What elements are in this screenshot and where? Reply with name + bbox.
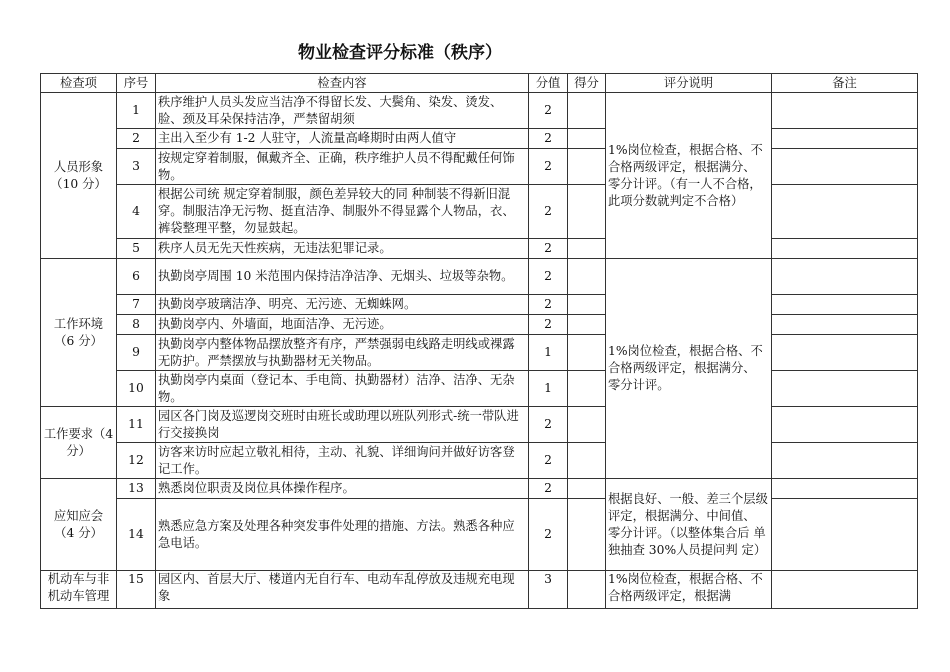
row-content: 按规定穿着制服，佩戴齐全、正确，秩序维护人员不得配戴任何饰物。 xyxy=(156,149,529,185)
row-remark xyxy=(772,185,918,239)
row-content: 执勤岗亭内桌面（登记本、手电筒、执勤器材）洁净、洁净、无杂物。 xyxy=(156,371,529,407)
scoring-table xyxy=(40,73,918,609)
row-remark xyxy=(772,407,918,443)
row-number: 8 xyxy=(117,315,156,335)
table-row xyxy=(41,295,918,315)
table-row xyxy=(41,185,918,239)
row-earned xyxy=(568,479,606,499)
row-earned xyxy=(568,129,606,149)
row-earned xyxy=(568,315,606,335)
row-content: 园区各门岗及巡逻岗交班时由班长或助理以班队列形式-统一带队进行交接换岗 xyxy=(156,407,529,443)
row-earned xyxy=(568,335,606,371)
category-cell: 工作环境 （6 分） xyxy=(41,259,117,407)
category-cell: 工作要求（4 分） xyxy=(41,407,117,479)
row-score: 2 xyxy=(529,443,568,479)
row-remark xyxy=(772,129,918,149)
row-earned xyxy=(568,149,606,185)
table-row xyxy=(41,315,918,335)
row-score: 1 xyxy=(529,335,568,371)
header-row xyxy=(41,74,918,93)
row-remark xyxy=(772,295,918,315)
row-number: 11 xyxy=(117,407,156,443)
row-content: 执勤岗亭内整体物品摆放整齐有序，严禁强弱电线路走明线或裸露无防护。严禁摆放与执勤器材无关物品。 xyxy=(156,335,529,371)
row-remark xyxy=(772,499,918,571)
row-earned xyxy=(568,443,606,479)
table-row xyxy=(41,479,918,499)
row-score: 2 xyxy=(529,93,568,129)
row-earned xyxy=(568,259,606,295)
row-number: 5 xyxy=(117,239,156,259)
table-row xyxy=(41,335,918,371)
row-remark xyxy=(772,371,918,407)
category-cell: 机动车与非 机动车管理 xyxy=(41,571,117,609)
row-remark xyxy=(772,571,918,609)
row-number: 10 xyxy=(117,371,156,407)
table-row xyxy=(41,93,918,129)
row-earned xyxy=(568,371,606,407)
table-row xyxy=(41,443,918,479)
row-content: 熟悉岗位职责及岗位具体操作程序。 xyxy=(156,479,529,499)
row-content: 执勤岗亭玻璃洁净、明亮、无污迹、无蜘蛛网。 xyxy=(156,295,529,315)
row-content: 秩序维护人员头发应当洁净不得留长发、大鬓角、染发、烫发、 脸、颈及耳朵保持洁净，严禁留胡须 xyxy=(156,93,529,129)
table-row xyxy=(41,149,918,185)
row-score: 2 xyxy=(529,149,568,185)
category-cell: 应知应会 （4 分） xyxy=(41,479,117,571)
row-number: 13 xyxy=(117,479,156,499)
page-title: 物业检查评分标准（秩序） xyxy=(298,43,502,63)
scoring-note: 1%岗位检查，根据合格、不合格两级评定，根据满分、 零分计评。 xyxy=(606,259,772,479)
row-number: 7 xyxy=(117,295,156,315)
row-score: 2 xyxy=(529,407,568,443)
table-row xyxy=(41,499,918,571)
row-earned xyxy=(568,571,606,609)
row-remark xyxy=(772,239,918,259)
row-content: 秩序人员无先天性疾病，无违法犯罪记录。 xyxy=(156,239,529,259)
row-earned xyxy=(568,407,606,443)
table-row xyxy=(41,571,918,609)
row-remark xyxy=(772,335,918,371)
row-remark xyxy=(772,315,918,335)
category-cell: 人员形象 （10 分） xyxy=(41,93,117,259)
row-score: 2 xyxy=(529,315,568,335)
row-remark xyxy=(772,93,918,129)
row-number: 3 xyxy=(117,149,156,185)
row-number: 15 xyxy=(117,571,156,609)
row-earned xyxy=(568,185,606,239)
row-score: 2 xyxy=(529,185,568,239)
table-row xyxy=(41,407,918,443)
header-cell: 分值 xyxy=(529,74,568,93)
scoring-note: 根据良好、一般、差三个层级评定，根据满分、中间值、 零分计评。（以整体集合后 单独抽查 30%人员提问判 定） xyxy=(606,479,772,571)
row-score: 2 xyxy=(529,239,568,259)
row-content: 主出入至少有 1-2 人驻守，人流量高峰期时由两人值守 xyxy=(156,129,529,149)
row-remark xyxy=(772,443,918,479)
row-content: 园区内、首层大厅、楼道内无自行车、电动车乱停放及违规充电现象 xyxy=(156,571,529,609)
row-earned xyxy=(568,239,606,259)
row-number: 2 xyxy=(117,129,156,149)
row-content: 熟悉应急方案及处理各种突发事件处理的措施、方法。熟悉各种应急电话。 xyxy=(156,499,529,571)
row-number: 14 xyxy=(117,499,156,571)
row-score: 1 xyxy=(529,371,568,407)
row-number: 1 xyxy=(117,93,156,129)
row-remark xyxy=(772,259,918,295)
row-score: 2 xyxy=(529,479,568,499)
scoring-note: 1%岗位检查，根据合格、不合格两级评定，根据满分、 零分计评。（有一人不合格， 此项分数就判定不合格） xyxy=(606,93,772,259)
table-row xyxy=(41,129,918,149)
header-cell: 检查内容 xyxy=(156,74,529,93)
row-score: 3 xyxy=(529,571,568,609)
row-score: 2 xyxy=(529,259,568,295)
row-score: 2 xyxy=(529,129,568,149)
row-number: 6 xyxy=(117,259,156,295)
row-earned xyxy=(568,499,606,571)
row-score: 2 xyxy=(529,295,568,315)
scoring-note: 1%岗位检查，根据合格、不合格两级评定，根据满 xyxy=(606,571,772,609)
header-cell: 检查项 xyxy=(41,74,117,93)
header-cell: 序号 xyxy=(117,74,156,93)
header-cell: 备注 xyxy=(772,74,918,93)
row-earned xyxy=(568,295,606,315)
row-number: 9 xyxy=(117,335,156,371)
header-cell: 得分 xyxy=(568,74,606,93)
header-cell: 评分说明 xyxy=(606,74,772,93)
row-content: 根据公司统 规定穿着制服，颜色差异较大的同 种制装不得新旧混穿。制服洁净无污物、挺直洁净、制服外不得显露个人物品，衣、裤袋整理平整，勿显鼓起。 xyxy=(156,185,529,239)
row-content: 访客来访时应起立敬礼相待，主动、礼貌、详细询问并做好访客登记工作。 xyxy=(156,443,529,479)
row-content: 执勤岗亭内、外墙面，地面洁净、无污迹。 xyxy=(156,315,529,335)
row-remark xyxy=(772,479,918,499)
table-row xyxy=(41,371,918,407)
row-earned xyxy=(568,93,606,129)
row-remark xyxy=(772,149,918,185)
table-row xyxy=(41,239,918,259)
row-number: 4 xyxy=(117,185,156,239)
table-row xyxy=(41,259,918,295)
row-score: 2 xyxy=(529,499,568,571)
row-number: 12 xyxy=(117,443,156,479)
row-content: 执勤岗亭周围 10 米范围内保持洁净洁净、无烟头、垃圾等杂物。 xyxy=(156,259,529,295)
